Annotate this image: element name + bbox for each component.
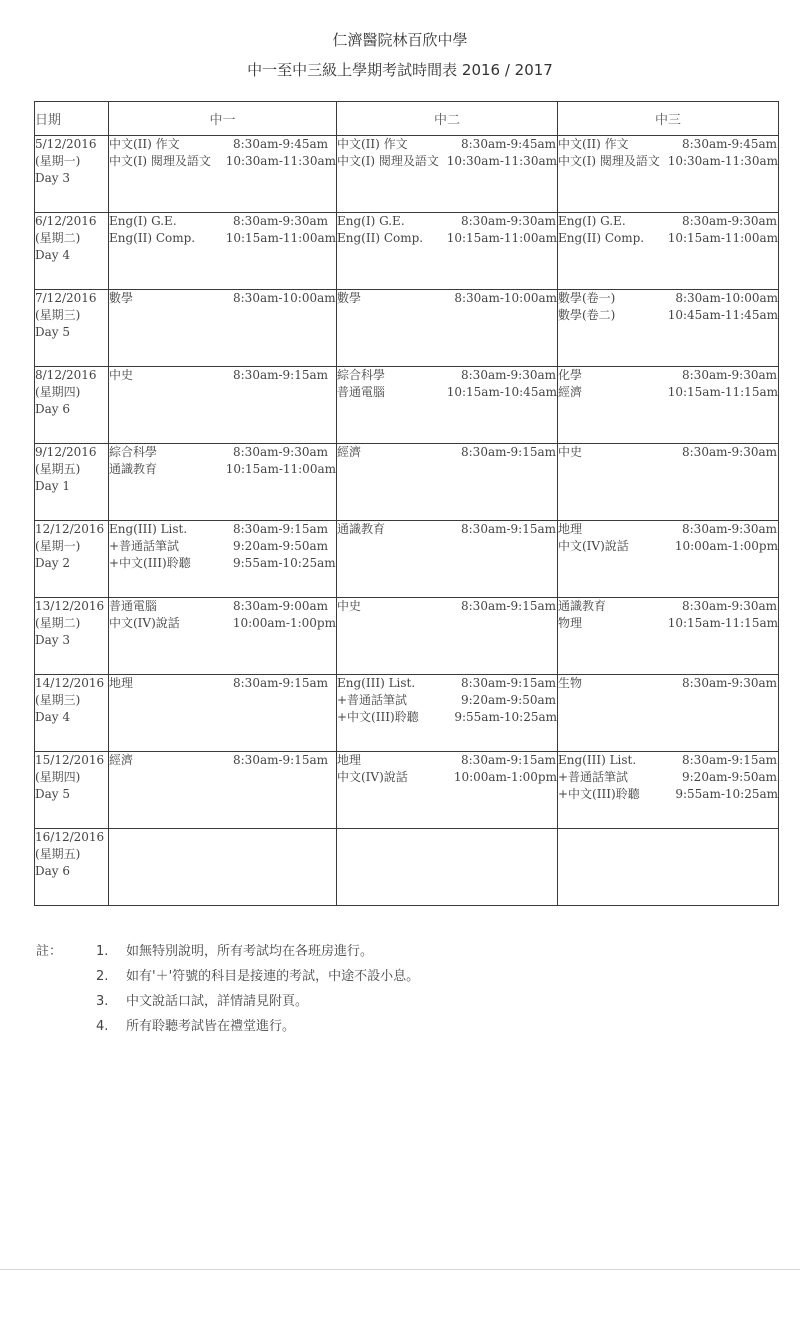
exam-subject: Eng(I) G.E. (558, 214, 626, 228)
exam-time: 8:30am-9:15am (461, 676, 557, 690)
exam-subject: Eng(III) List. (337, 676, 416, 690)
table-row (35, 367, 779, 444)
exam-date: 13/12/2016 (35, 599, 105, 613)
exam-entry (109, 538, 336, 555)
exam-entry (337, 213, 557, 230)
table-row (35, 290, 779, 367)
exam-entry (337, 598, 557, 615)
form1-cell (109, 829, 337, 906)
table-row (35, 136, 779, 213)
note-item (96, 1015, 295, 1034)
weekday: (星期四) (35, 385, 81, 399)
exam-entry (558, 752, 778, 769)
exam-entry (558, 213, 778, 230)
exam-time: 8:30am-9:30am (682, 368, 778, 382)
form3-cell (558, 367, 779, 444)
form3-cell (558, 444, 779, 521)
date-cell (35, 444, 109, 521)
exam-entry (109, 213, 336, 230)
exam-entry (558, 384, 778, 401)
exam-subject: 中文(I) 閱理及語文 (337, 154, 439, 168)
exam-entry (558, 615, 778, 632)
exam-entry (109, 290, 336, 307)
form2-cell (337, 675, 558, 752)
exam-subject: 經濟 (337, 445, 362, 459)
exam-time: 8:30am-9:15am (233, 368, 329, 382)
exam-entry (109, 367, 336, 384)
exam-subject: +普通話筆試 (337, 693, 408, 707)
exam-time: 8:30am-9:15am (233, 676, 329, 690)
table-row (35, 598, 779, 675)
weekday: (星期三) (35, 308, 81, 322)
note-number: 1. (96, 944, 109, 959)
exam-entry (337, 675, 557, 692)
exam-time: 8:30am-10:00am (454, 291, 557, 305)
document-header (0, 30, 800, 80)
cycle-day: Day 3 (35, 171, 71, 185)
exam-entry (337, 444, 557, 461)
form3-cell (558, 290, 779, 367)
notes-label: 註： (36, 944, 63, 959)
exam-date: 15/12/2016 (35, 753, 105, 767)
exam-entry (558, 675, 778, 692)
exam-entry (558, 230, 778, 247)
page-divider (0, 1269, 800, 1270)
date-cell (35, 367, 109, 444)
exam-time: 8:30am-9:45am (682, 137, 778, 151)
exam-entry (337, 230, 557, 247)
exam-subject: 數學(卷二) (558, 308, 616, 322)
column-header-form2: 中二 (337, 102, 558, 136)
exam-time: 8:30am-9:15am (461, 753, 557, 767)
exam-date: 14/12/2016 (35, 676, 105, 690)
weekday: (星期五) (35, 847, 81, 861)
exam-entry (109, 230, 336, 247)
exam-entry (558, 136, 778, 153)
exam-time: 8:30am-9:30am (682, 599, 778, 613)
school-name: 仁濟醫院林百欣中學 (332, 31, 468, 49)
exam-time: 9:55am-10:25am (675, 787, 778, 801)
form1-cell (109, 675, 337, 752)
form1-cell (109, 213, 337, 290)
exam-time: 10:15am-11:15am (667, 385, 778, 399)
exam-time: 10:30am-11:30am (667, 154, 778, 168)
exam-subject: 數學(卷一) (558, 291, 616, 305)
exam-date: 16/12/2016 (35, 830, 105, 844)
exam-subject: Eng(III) List. (558, 753, 637, 767)
exam-entry (558, 769, 778, 786)
exam-time: 10:45am-11:45am (667, 308, 778, 322)
exam-subject: 中文(I) 閱理及語文 (558, 154, 660, 168)
form3-cell (558, 213, 779, 290)
table-row (35, 752, 779, 829)
form2-cell (337, 829, 558, 906)
exam-subject: 通識教育 (109, 462, 158, 476)
exam-entry (337, 384, 557, 401)
exam-subject: 中文(II) 作文 (337, 137, 408, 151)
cycle-day: Day 4 (35, 248, 71, 262)
exam-subject: 中文(II) 作文 (558, 137, 629, 151)
exam-subject: Eng(I) G.E. (109, 214, 177, 228)
table-row (35, 829, 779, 906)
exam-entry (558, 598, 778, 615)
exam-subject: 數學 (109, 291, 134, 305)
exam-entry (337, 752, 557, 769)
note-item (96, 965, 419, 984)
exam-subject: 化學 (558, 368, 583, 382)
exam-time: 8:30am-10:00am (675, 291, 778, 305)
form3-cell (558, 136, 779, 213)
table-row (35, 675, 779, 752)
cycle-day: Day 5 (35, 787, 71, 801)
table-row (35, 444, 779, 521)
form1-cell (109, 752, 337, 829)
exam-subject: 普通電腦 (109, 599, 158, 613)
exam-time: 10:15am-11:00am (225, 462, 336, 476)
exam-subject: Eng(II) Comp. (109, 231, 196, 245)
exam-entry (109, 444, 336, 461)
exam-time: 8:30am-9:00am (233, 599, 329, 613)
exam-date: 8/12/2016 (35, 368, 97, 382)
exam-entry (109, 461, 336, 478)
exam-subject: 經濟 (109, 753, 134, 767)
exam-entry (109, 598, 336, 615)
exam-time: 8:30am-9:30am (461, 214, 557, 228)
form3-cell (558, 675, 779, 752)
exam-subject: 地理 (337, 753, 362, 767)
form1-cell (109, 521, 337, 598)
exam-time: 8:30am-9:15am (682, 753, 778, 767)
exam-entry (558, 367, 778, 384)
exam-subject: Eng(II) Comp. (558, 231, 645, 245)
exam-subject: 經濟 (558, 385, 583, 399)
exam-time: 8:30am-9:30am (682, 522, 778, 536)
exam-time: 8:30am-9:30am (682, 676, 778, 690)
exam-entry (558, 444, 778, 461)
note-number: 2. (96, 969, 109, 984)
exam-entry (558, 786, 778, 803)
exam-time: 9:20am-9:50am (682, 770, 778, 784)
cycle-day: Day 2 (35, 556, 71, 570)
exam-entry (109, 615, 336, 632)
document-title: 中一至中三級上學期考試時間表 2016 / 2017 (247, 61, 553, 79)
exam-subject: 地理 (109, 676, 134, 690)
exam-subject: 生物 (558, 676, 583, 690)
weekday: (星期三) (35, 693, 81, 707)
exam-time: 8:30am-9:45am (233, 137, 329, 151)
cycle-day: Day 1 (35, 479, 71, 493)
exam-time: 8:30am-9:15am (233, 753, 329, 767)
note-number: 3. (96, 994, 109, 1009)
form1-cell (109, 444, 337, 521)
form2-cell (337, 752, 558, 829)
exam-time: 8:30am-9:15am (461, 522, 557, 536)
weekday: (星期一) (35, 154, 81, 168)
cycle-day: Day 6 (35, 864, 71, 878)
exam-time: 10:15am-11:00am (225, 231, 336, 245)
exam-subject: 通識教育 (558, 599, 607, 613)
timetable-body (35, 136, 779, 906)
exam-subject: Eng(III) List. (109, 522, 188, 536)
exam-entry (337, 153, 557, 170)
exam-subject: 物理 (558, 616, 583, 630)
exam-subject: 中文(I) 閱理及語文 (109, 154, 211, 168)
exam-entry (337, 290, 557, 307)
form1-cell (109, 598, 337, 675)
exam-time: 8:30am-9:30am (682, 445, 778, 459)
form2-cell (337, 213, 558, 290)
exam-entry (558, 307, 778, 324)
exam-time: 8:30am-9:15am (461, 445, 557, 459)
exam-entry (337, 769, 557, 786)
date-cell (35, 752, 109, 829)
exam-entry (337, 709, 557, 726)
form3-cell (558, 521, 779, 598)
exam-time: 8:30am-9:30am (233, 214, 329, 228)
column-header-date: 日期 (35, 102, 109, 136)
form2-cell (337, 136, 558, 213)
exam-subject: 中史 (337, 599, 362, 613)
exam-entry (337, 521, 557, 538)
weekday: (星期四) (35, 770, 81, 784)
table-header-row (35, 102, 779, 136)
form3-cell (558, 829, 779, 906)
weekday: (星期二) (35, 231, 81, 245)
note-text: 中文說話口試，詳情請見附頁。 (126, 994, 309, 1009)
exam-entry (337, 692, 557, 709)
exam-time: 8:30am-9:15am (233, 522, 329, 536)
exam-entry (558, 521, 778, 538)
exam-date: 5/12/2016 (35, 137, 97, 151)
exam-entry (109, 521, 336, 538)
exam-time: 10:00am-1:00pm (453, 770, 557, 784)
weekday: (星期一) (35, 539, 81, 553)
form2-cell (337, 290, 558, 367)
exam-subject: +中文(III)聆聽 (109, 556, 191, 570)
exam-subject: 綜合科學 (337, 368, 386, 382)
exam-time: 8:30am-9:30am (682, 214, 778, 228)
date-cell (35, 598, 109, 675)
form1-cell (109, 367, 337, 444)
form1-cell (109, 290, 337, 367)
exam-time: 8:30am-9:30am (461, 368, 557, 382)
date-cell (35, 290, 109, 367)
exam-time: 9:55am-10:25am (233, 556, 336, 570)
exam-time: 8:30am-10:00am (233, 291, 336, 305)
exam-subject: Eng(I) G.E. (337, 214, 405, 228)
exam-entry (337, 367, 557, 384)
exam-entry (109, 153, 336, 170)
form3-cell (558, 752, 779, 829)
exam-date: 9/12/2016 (35, 445, 97, 459)
form2-cell (337, 444, 558, 521)
exam-subject: 中文(IV)說話 (558, 539, 629, 553)
exam-time: 10:15am-11:15am (667, 616, 778, 630)
exam-subject: 中文(II) 作文 (109, 137, 180, 151)
exam-entry (109, 555, 336, 572)
exam-subject: 中文(IV)說話 (337, 770, 408, 784)
date-cell (35, 136, 109, 213)
exam-subject: +中文(III)聆聽 (337, 710, 419, 724)
exam-entry (558, 153, 778, 170)
exam-entry (558, 290, 778, 307)
exam-time: 10:15am-10:45am (446, 385, 557, 399)
exam-entry (337, 136, 557, 153)
column-header-form1: 中一 (109, 102, 337, 136)
note-text: 所有聆聽考試皆在禮堂進行。 (126, 1019, 296, 1034)
exam-date: 6/12/2016 (35, 214, 97, 228)
date-cell (35, 213, 109, 290)
exam-time: 10:30am-11:30am (225, 154, 336, 168)
exam-entry (558, 538, 778, 555)
exam-subject: 中史 (109, 368, 134, 382)
exam-entry (109, 675, 336, 692)
weekday: (星期二) (35, 616, 81, 630)
exam-entry (109, 136, 336, 153)
form1-cell (109, 136, 337, 213)
exam-subject: 數學 (337, 291, 362, 305)
cycle-day: Day 6 (35, 402, 71, 416)
exam-time: 9:55am-10:25am (454, 710, 557, 724)
note-number: 4. (96, 1019, 109, 1034)
exam-time: 10:15am-11:00am (446, 231, 557, 245)
exam-timetable (34, 101, 779, 906)
exam-time: 8:30am-9:45am (461, 137, 557, 151)
note-text: 如有'＋'符號的科目是接連的考試，中途不設小息。 (126, 969, 420, 984)
note-item (96, 990, 308, 1009)
exam-time: 8:30am-9:15am (461, 599, 557, 613)
exam-subject: +中文(III)聆聽 (558, 787, 640, 801)
exam-subject: 中文(IV)說話 (109, 616, 180, 630)
form2-cell (337, 521, 558, 598)
form3-cell (558, 598, 779, 675)
exam-time: 8:30am-9:30am (233, 445, 329, 459)
exam-time: 10:15am-11:00am (667, 231, 778, 245)
exam-date: 7/12/2016 (35, 291, 97, 305)
cycle-day: Day 3 (35, 633, 71, 647)
form2-cell (337, 598, 558, 675)
exam-subject: 地理 (558, 522, 583, 536)
table-row (35, 521, 779, 598)
exam-date: 12/12/2016 (35, 522, 105, 536)
exam-time: 10:30am-11:30am (446, 154, 557, 168)
weekday: (星期五) (35, 462, 81, 476)
exam-entry (109, 752, 336, 769)
exam-subject: 中史 (558, 445, 583, 459)
exam-time: 10:00am-1:00pm (232, 616, 336, 630)
exam-subject: 普通電腦 (337, 385, 386, 399)
cycle-day: Day 4 (35, 710, 71, 724)
table-row (35, 213, 779, 290)
exam-subject: Eng(II) Comp. (337, 231, 424, 245)
form2-cell (337, 367, 558, 444)
exam-time: 10:00am-1:00pm (674, 539, 778, 553)
date-cell (35, 521, 109, 598)
exam-subject: +普通話筆試 (558, 770, 629, 784)
cycle-day: Day 5 (35, 325, 71, 339)
date-cell (35, 829, 109, 906)
exam-subject: +普通話筆試 (109, 539, 180, 553)
note-item (96, 940, 373, 959)
exam-subject: 通識教育 (337, 522, 386, 536)
note-text: 如無特別說明，所有考試均在各班房進行。 (126, 944, 374, 959)
exam-time: 9:20am-9:50am (233, 539, 329, 553)
date-cell (35, 675, 109, 752)
exam-subject: 綜合科學 (109, 445, 158, 459)
exam-time: 9:20am-9:50am (461, 693, 557, 707)
column-header-form3: 中三 (558, 102, 779, 136)
